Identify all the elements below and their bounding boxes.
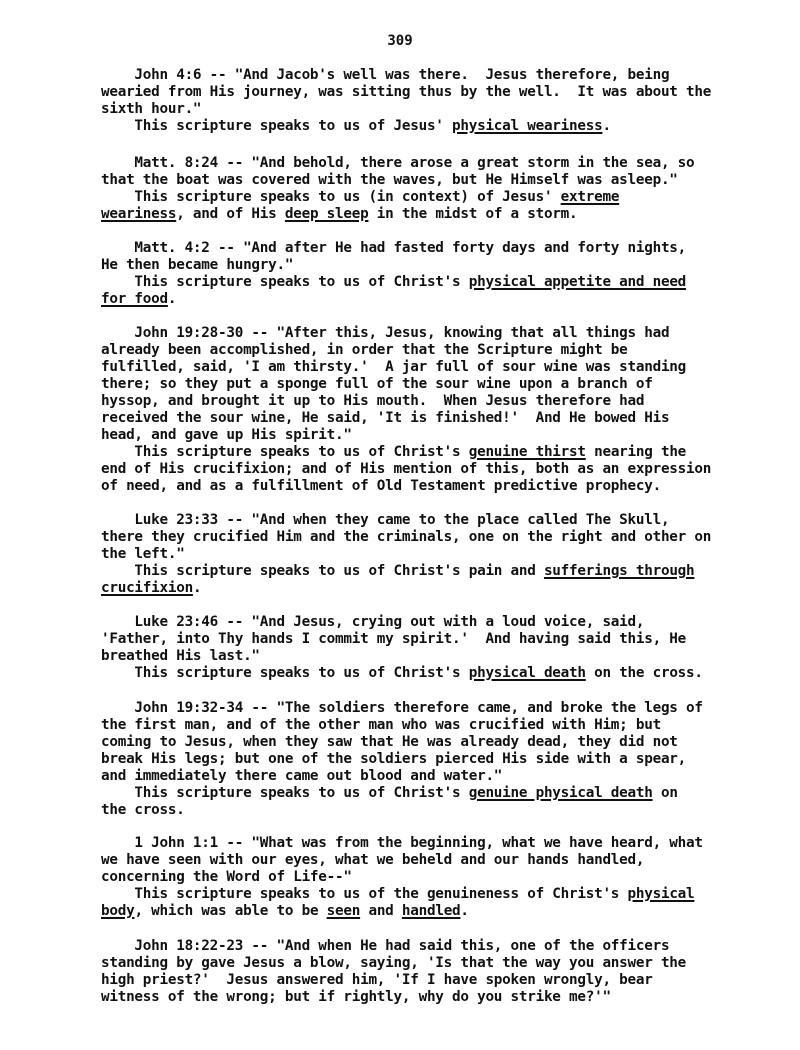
commentary-text: This scripture speaks to us of Christ's (101, 444, 469, 460)
commentary-text: . (192, 580, 202, 596)
scripture-line: breathed His last." (101, 648, 260, 664)
commentary-text: This scripture speaks to us of Christ's (101, 785, 469, 801)
underlined-phrase: weariness (101, 206, 177, 222)
scripture-line: coming to Jesus, when they saw that He was already dead, they did not (101, 734, 678, 750)
commentary-text: This scripture speaks to us of the genuineness of Christ's (101, 886, 628, 902)
scripture-line: there they crucified Him and the criminals, one on the right and other on (101, 529, 712, 545)
scripture-line: Matt. 8:24 -- "And behold, there arose a great storm in the sea, so (101, 155, 695, 171)
commentary-text: on (652, 785, 678, 801)
scripture-line: head, and gave up His spirit." (101, 427, 352, 443)
scripture-line: already been accomplished, in order that the Scripture might be (101, 342, 628, 358)
scripture-block-luke-23-33 (101, 512, 741, 597)
scripture-line: John 19:32-34 -- "The soldiers therefore came, and broke the legs of (101, 700, 703, 716)
scripture-line: Luke 23:46 -- "And Jesus, crying out with a loud voice, said, (101, 614, 645, 630)
scripture-line: the left." (101, 546, 185, 562)
commentary-line (101, 580, 741, 597)
commentary-text: on the cross. (585, 665, 703, 681)
commentary-line (101, 118, 741, 135)
commentary-text: . (602, 118, 611, 134)
underlined-phrase: for food (101, 291, 168, 307)
commentary-line (101, 206, 741, 223)
commentary-text: , which was able to be (134, 903, 327, 919)
commentary-text: of need, and as a fulfillment of Old Testament predictive prophecy. (101, 478, 661, 494)
commentary-line (101, 563, 741, 580)
commentary-text: This scripture speaks to us of Christ's (101, 274, 469, 290)
scripture-line: Matt. 4:2 -- "And after He had fasted forty days and forty nights, (101, 240, 687, 256)
scripture-line: John 18:22-23 -- "And when He had said this, one of the officers (101, 938, 670, 954)
commentary-line (101, 886, 741, 903)
scripture-line: there; so they put a sponge full of the sour wine upon a branch of (101, 376, 653, 392)
scripture-block-john-4-6 (101, 67, 741, 135)
underlined-phrase: seen (326, 903, 361, 919)
commentary-text: nearing the (585, 444, 687, 460)
commentary-text: . (460, 903, 469, 919)
commentary-line (101, 665, 741, 682)
commentary-text: , and of His (176, 206, 285, 222)
commentary-line (101, 478, 741, 495)
scripture-block-john-18-22-23 (101, 938, 741, 1006)
scripture-block-john-19-32-34 (101, 700, 741, 819)
commentary-line (101, 461, 741, 478)
scripture-line: high priest?' Jesus answered him, 'If I have spoken wrongly, bear (101, 972, 653, 988)
scripture-block-luke-23-46 (101, 614, 741, 682)
underlined-phrase: deep sleep (284, 206, 369, 222)
underlined-phrase: genuine physical death (468, 785, 653, 801)
scripture-line: He then became hungry." (101, 257, 294, 273)
scripture-line: fulfilled, said, 'I am thirsty.' A jar full of sour wine was standing (101, 359, 687, 375)
commentary-text: the cross. (101, 802, 185, 818)
underlined-phrase: body (101, 903, 135, 919)
scripture-line: witness of the wrong; but if rightly, why do you strike me?'" (101, 989, 611, 1005)
commentary-text: in the midst of a storm. (368, 206, 578, 222)
commentary-text: This scripture speaks to us of Jesus' (101, 118, 453, 134)
scripture-line: Luke 23:33 -- "And when they came to the place called The Skull, (101, 512, 670, 528)
underlined-phrase: physical weariness (452, 118, 603, 134)
commentary-text: . (167, 291, 177, 307)
scripture-line: received the sour wine, He said, 'It is finished!' And He bowed His (101, 410, 670, 426)
commentary-line (101, 444, 741, 461)
scripture-line: we have seen with our eyes, what we beheld and our hands handled, (101, 852, 645, 868)
underlined-phrase: physical appetite and need (468, 274, 687, 290)
commentary-line (101, 274, 741, 291)
scripture-block-john-19-28-30 (101, 325, 741, 495)
commentary-text: This scripture speaks to us of Christ's (101, 665, 469, 681)
scripture-line: John 4:6 -- "And Jacob's well was there. Jesus therefore, being (101, 67, 670, 83)
commentary-line (101, 291, 741, 308)
scripture-line: the first man, and of the other man who was crucified with Him; but (101, 717, 661, 733)
underlined-phrase: crucifixion (101, 580, 193, 596)
scripture-line: that the boat was covered with the waves, but He Himself was asleep." (101, 172, 678, 188)
commentary-line (101, 903, 741, 920)
scripture-line: sixth hour." (101, 101, 202, 117)
underlined-phrase: extreme (560, 189, 620, 205)
scripture-line: 1 John 1:1 -- "What was from the beginning, what we have heard, what (101, 835, 703, 851)
commentary-text: This scripture speaks to us of Christ's pain and (101, 563, 544, 579)
page-number: 309 (387, 33, 413, 49)
scripture-block-1-john-1-1 (101, 835, 741, 920)
scripture-line: standing by gave Jesus a blow, saying, 'Is that the way you answer the (101, 955, 687, 971)
scripture-line: and immediately there came out blood and water." (101, 768, 503, 784)
underlined-phrase: genuine thirst (468, 444, 586, 460)
underlined-phrase: physical death (468, 665, 586, 681)
underlined-phrase: physical (627, 886, 695, 902)
scripture-line: John 19:28-30 -- "After this, Jesus, knowing that all things had (101, 325, 670, 341)
commentary-text: and (360, 903, 402, 919)
scripture-line: 'Father, into Thy hands I commit my spirit.' And having said this, He (101, 631, 687, 647)
commentary-text: This scripture speaks to us (in context) of Jesus' (101, 189, 561, 205)
underlined-phrase: sufferings through (543, 563, 695, 579)
scripture-line: wearied from His journey, was sitting thus by the well. It was about the (101, 84, 712, 100)
scripture-block-matt-4-2 (101, 240, 741, 308)
commentary-line (101, 189, 741, 206)
scripture-line: concerning the Word of Life--" (101, 869, 352, 885)
scripture-line: break His legs; but one of the soldiers pierced His side with a spear, (101, 751, 687, 767)
scripture-block-matt-8-24 (101, 155, 741, 223)
commentary-line (101, 785, 741, 802)
commentary-line (101, 802, 741, 819)
scripture-line: hyssop, and brought it up to His mouth. When Jesus therefore had (101, 393, 645, 409)
commentary-text: end of His crucifixion; and of His mention of this, both as an expression (101, 461, 712, 477)
underlined-phrase: handled (401, 903, 461, 919)
